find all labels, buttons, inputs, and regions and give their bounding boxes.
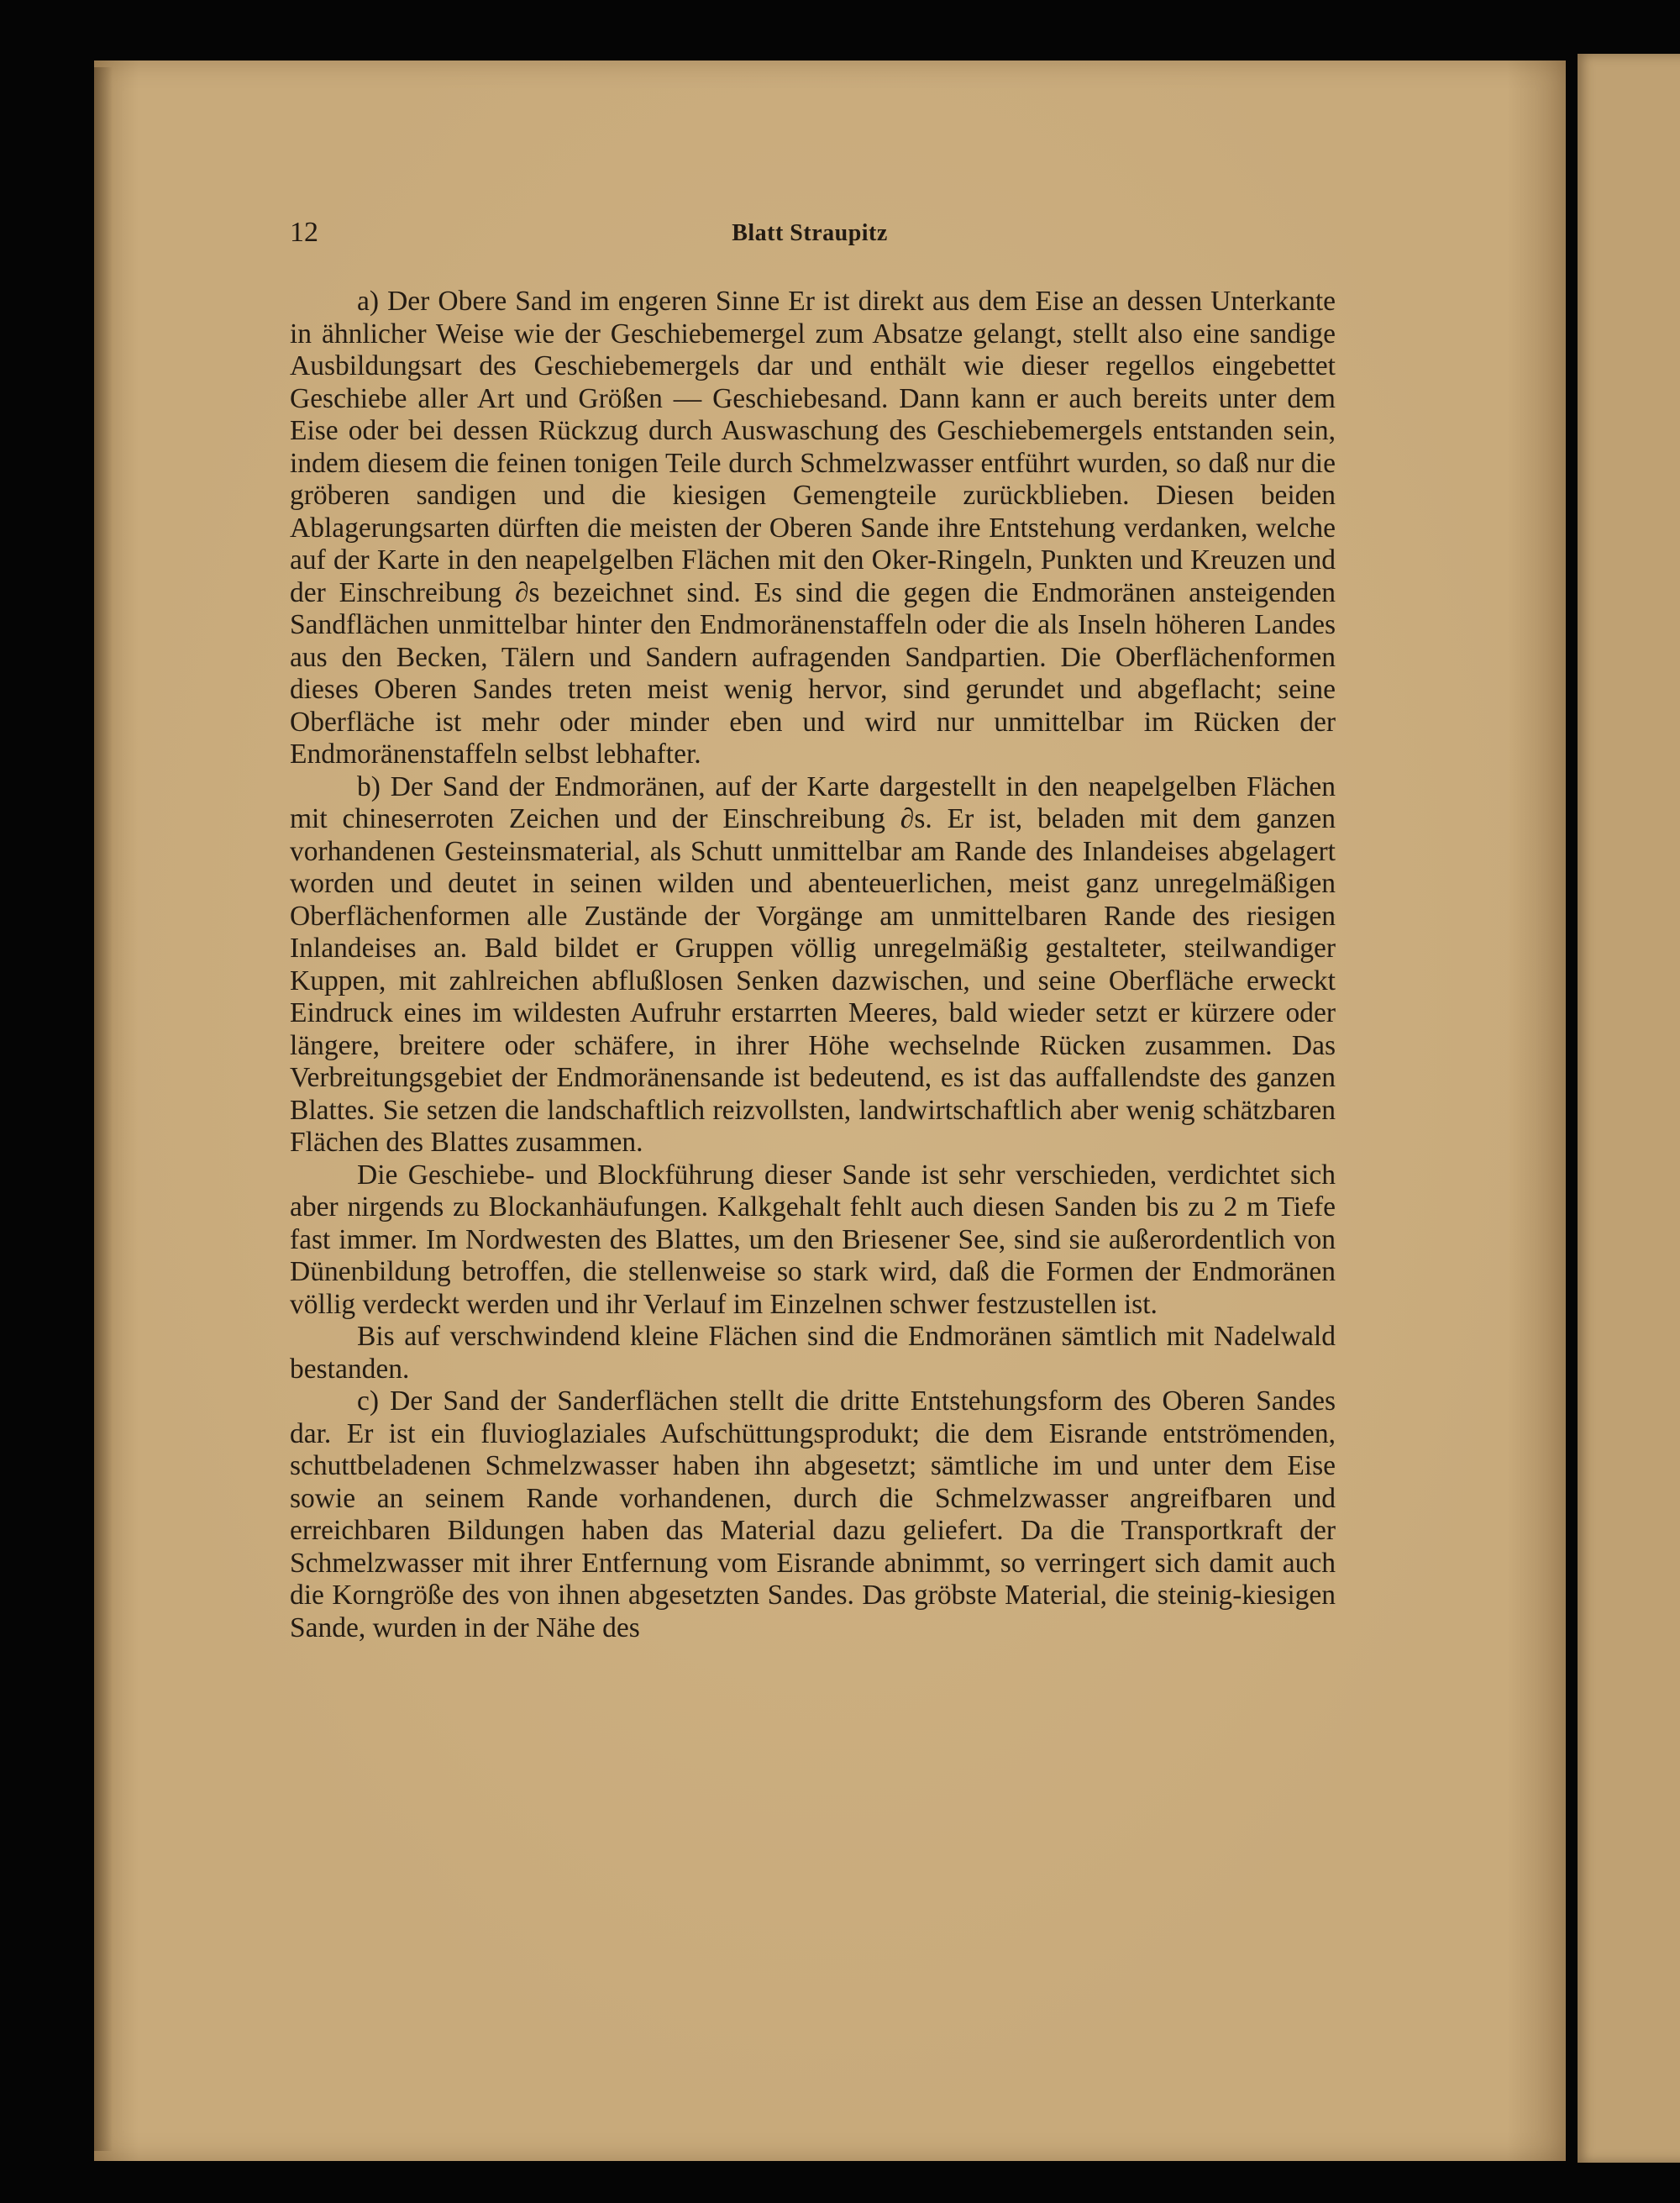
facing-page-edge (1578, 54, 1680, 2163)
page-binding-shadow (94, 67, 113, 2151)
paragraph-a-oberer-sand: a) Der Obere Sand im engeren Sinne Er ist direkt aus dem Eise an dessen Unterkante in ähnlicher Weise wie der Geschiebemergel zum Absatze gelangt, stellt also eine sandige Ausbildungsart des Geschiebemergels dar und enthält wie dieser regellos eingebettet Geschiebe aller Art und Größen — Geschiebesand. Dann kann er auch bereits unter dem Eise oder bei dessen Rückzug durch Auswaschung des Geschiebemergels entstanden sein, indem diesem die feinen tonigen Teile durch Schmelzwasser entführt wurden, so daß nur die gröberen sandigen und die kiesigen Gemengteile zurückblieben. Diesen beiden Ablagerungsarten dürften die meisten der Oberen Sande ihre Entstehung verdanken, welche auf der Karte in den neapelgelben Flächen mit den Oker-Ringeln, Punkten und Kreuzen und der Einschreibung ∂s bezeichnet sind. Es sind die gegen die Endmoränen ansteigenden Sandflächen unmittelbar hinter den Endmoränenstaffeln oder die als Inseln höheren Landes aus den Becken, Tälern und Sandern aufragenden Sandpartien. Die Oberflächenformen dieses Oberen Sandes treten meist wenig hervor, sind gerundet und abgeflacht; seine Oberfläche ist mehr oder minder eben und wird nur unmittelbar im Rücken der Endmoränenstaffeln selbst lebhafter. (290, 286, 1336, 770)
paragraph-geschiebefuehrung: Die Geschiebe- und Blockführung dieser Sande ist sehr verschieden, verdichtet sich aber nirgends zu Blockanhäufungen. Kalkgehalt fehlt auch diesen Sanden bis zu 2 m Tiefe fast immer. Im Nordwesten des Blattes, um den Briesener See, sind sie außerordentlich von Dünenbildung betroffen, die stellenweise so stark wird, daß die Formen der Endmoränen völlig verdeckt werden und ihr Verlauf im Einzelnen schwer festzustellen ist. (290, 1159, 1336, 1320)
page-number: 12 (290, 217, 318, 248)
paragraph-nadelwald: Bis auf verschwindend kleine Flächen sind die Endmoränen sämtlich mit Nadelwald bestanden. (290, 1321, 1336, 1385)
paragraph-c-sanderflaechen: c) Der Sand der Sanderflächen stellt die dritte Entstehungsform des Oberen Sandes dar. Er ist ein fluvioglaziales Aufschüttungsprodukt; die dem Eisrande entströmenden, schuttbeladenen Schmelzwasser haben ihn abgesetzt; sämtliche im und unter dem Eise sowie an seinem Rande vorhandenen, durch die Schmelzwasser angreifbaren und erreichbaren Bildungen haben das Material dazu geliefert. Da die Transportkraft der Schmelzwasser mit ihrer Entfernung vom Eisrande abnimmt, so verringert sich damit auch die Korngröße des von ihnen abgesetzten Sandes. Das gröbste Material, die steinig-kiesigen Sande, wurden in der Nähe des (290, 1385, 1336, 1643)
body-text (290, 286, 1336, 1644)
page-header (290, 217, 1330, 259)
paragraph-b-endmoraenen-sand: b) Der Sand der Endmoränen, auf der Karte dargestellt in den neapelgelben Flächen mit chineserroten Zeichen und der Einschreibung ∂s. Er ist, beladen mit dem ganzen vorhandenen Gesteinsmaterial, als Schutt unmittelbar am Rande des Inlandeises abgelagert worden und deutet in seinen wilden und abenteuerlichen, meist ganz unregelmäßigen Oberflächenformen alle Zustände der Vorgänge am unmittelbaren Rande des riesigen Inlandeises an. Bald bildet er Gruppen völlig unregelmäßig gestalteter, steilwandiger Kuppen, mit zahlreichen abflußlosen Senken dazwischen, und seine Oberfläche erweckt Eindruck eines im wildesten Aufruhr erstarrten Meeres, bald wieder setzt er kürzere oder längere, breitere oder schäfere, in ihrer Höhe wechselnde Rücken zusammen. Das Verbreitungsgebiet der Endmoränensande ist bedeutend, es ist das auffallendste des ganzen Blattes. Sie setzen die landschaftlich reizvollsten, landwirtschaftlich aber wenig schätzbaren Flächen des Blattes zusammen. (290, 770, 1336, 1158)
running-head: Blatt Straupitz (732, 220, 888, 246)
